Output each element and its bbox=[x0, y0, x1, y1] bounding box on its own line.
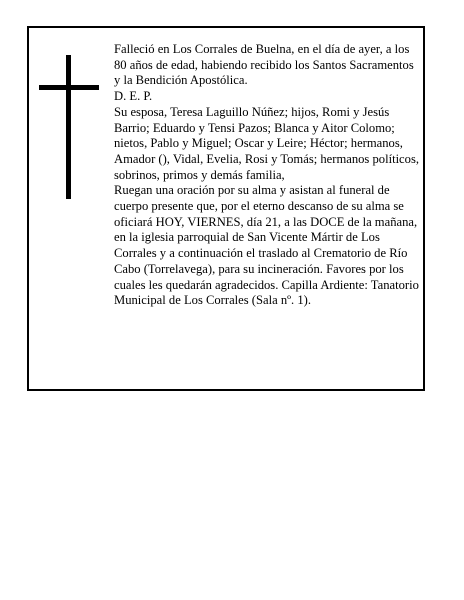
cross-vertical-bar bbox=[66, 55, 71, 199]
notice-intro: Falleció en Los Corrales de Buelna, en el día de ayer, a los 80 años de edad, habiendo recibido los Santos Sacramentos y la Bendición Apostólica. bbox=[114, 42, 414, 88]
cross-icon bbox=[39, 55, 101, 199]
notice-request: Ruegan una oración por su alma y asistan al funeral de cuerpo presente que, por el eterno descanso de su alma se oficiará HOY, VIERNES, día 21, a las DOCE de la mañana, en la iglesia parroquial de San Vicente Mártir de Los Corrales y a continuación el traslado al Crematorio de Río Cabo (Torrelavega), para su incineración. Favores por los cuales les quedarán agradecidos. Capilla Ardiente: Tanatorio Municipal de Los Corrales (Sala nº. 1). bbox=[114, 183, 419, 308]
notice-family: Su esposa, Teresa Laguillo Núñez; hijos, Romi y Jesús Barrio; Eduardo y Tensi Pazos; Blanca y Aitor Colomo; nietos, Pablo y Miguel; Oscar y Leire; Héctor; hermanos, Amador (), Vidal, Evelia, Rosi y Tomás; hermanos políticos, sobrinos, primos y demás familia, bbox=[114, 104, 419, 182]
notice-dep: D. E. P. bbox=[114, 89, 153, 104]
notice-text bbox=[114, 42, 420, 309]
obituary-notice bbox=[27, 26, 425, 391]
cross-horizontal-bar bbox=[39, 85, 99, 90]
